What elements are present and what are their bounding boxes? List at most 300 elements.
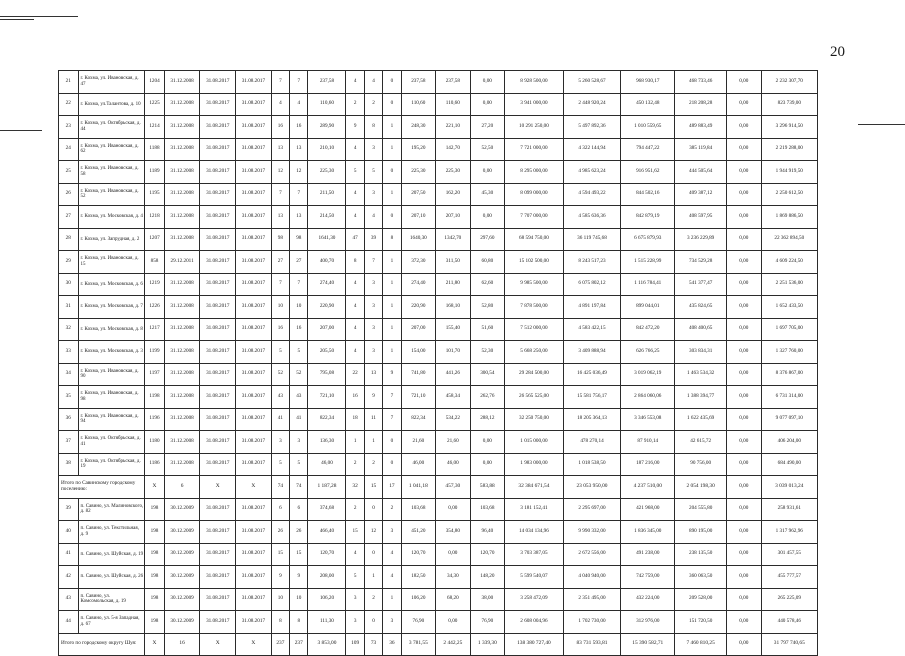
table-cell: 31.08.2017: [200, 611, 236, 634]
table-cell: 225,30: [436, 161, 471, 184]
table-cell: 23: [59, 116, 79, 139]
table-cell: 1342,70: [436, 228, 471, 251]
table-row: [59, 521, 818, 544]
table-cell: 1: [383, 116, 401, 139]
table-cell: 2 864 060,06: [621, 386, 675, 409]
table-cell: 4 237 510,00: [621, 476, 675, 499]
table-cell: 31.08.2017: [236, 93, 272, 116]
table-row: [59, 341, 818, 364]
table-cell: 98: [271, 228, 289, 251]
table-cell: 68,20: [436, 588, 471, 611]
table-cell: г. Кохма, ул. Октябрьская, д. 41: [78, 431, 145, 454]
table-cell: 208,00: [308, 566, 346, 589]
table-cell: 31.12.2008: [164, 386, 200, 409]
table-cell: 16: [346, 386, 364, 409]
table-row: [59, 251, 818, 274]
table-cell: 15: [271, 543, 289, 566]
table-cell: 46,00: [308, 453, 346, 476]
table-cell: 0,00: [727, 431, 762, 454]
table-cell: 168,10: [436, 296, 471, 319]
table-cell: 1640,30: [401, 228, 436, 251]
table-cell: 38: [59, 453, 79, 476]
table-cell: 9 077 097,10: [761, 408, 817, 431]
table-cell: 45,30: [470, 183, 505, 206]
table-cell: 626 766,25: [621, 341, 675, 364]
table-cell: 76,90: [470, 611, 505, 634]
table-cell: 311,50: [436, 251, 471, 274]
table-cell: 1219: [145, 273, 165, 296]
table-cell: 3: [364, 296, 382, 319]
table-cell: 458,34: [436, 386, 471, 409]
table-cell: 3: [290, 431, 308, 454]
table-row: [59, 566, 818, 589]
table-cell: 4: [346, 543, 364, 566]
table-cell: 155,40: [436, 318, 471, 341]
table-cell: 374,68: [308, 498, 346, 521]
table-cell: 0,00: [727, 543, 762, 566]
table-cell: 2 054 198,30: [675, 476, 727, 499]
table-cell: 7 707 000,00: [505, 206, 564, 229]
table-cell: 16: [290, 116, 308, 139]
table-cell: 32: [59, 318, 79, 341]
table-cell: 138 380 727,40: [505, 633, 564, 656]
table-cell: 7 721 000,00: [505, 138, 564, 161]
table-cell: 8: [346, 251, 364, 274]
table-cell: 466,40: [308, 521, 346, 544]
table-row: [59, 431, 818, 454]
table-cell: 103,68: [470, 498, 505, 521]
table-cell: 3 703 387,05: [505, 543, 564, 566]
table-cell: 5 497 892,36: [563, 116, 621, 139]
table-cell: 198: [145, 521, 165, 544]
table-cell: 3 296 914,50: [761, 116, 817, 139]
table-cell: 31.12.2008: [164, 116, 200, 139]
table-cell: 2: [346, 93, 364, 116]
table-cell: 31.08.2017: [236, 453, 272, 476]
table-cell: 3 781,55: [401, 633, 436, 656]
scan-line-top-2: [0, 19, 34, 20]
table-cell: 46,00: [436, 453, 471, 476]
table-cell: 9: [383, 363, 401, 386]
table-cell: 31.08.2017: [200, 566, 236, 589]
table-cell: 8: [271, 611, 289, 634]
table-cell: 0: [383, 93, 401, 116]
table-cell: 1 010 559,65: [621, 116, 675, 139]
table-cell: 5: [346, 566, 364, 589]
table-cell: 9 990 332,00: [563, 521, 621, 544]
table-cell: 17: [383, 476, 401, 499]
table-cell: 12: [271, 161, 289, 184]
table-cell: 0,00: [727, 93, 762, 116]
table-cell: 31.12.2008: [164, 161, 200, 184]
table-cell: 8 099 000,00: [505, 183, 564, 206]
table-cell: 741,80: [401, 363, 436, 386]
table-cell: 101,70: [436, 341, 471, 364]
table-cell: 31.12.2008: [164, 183, 200, 206]
table-cell: 312 976,00: [621, 611, 675, 634]
table-cell: 16: [271, 116, 289, 139]
table-cell: 24: [59, 138, 79, 161]
table-cell: 734 529,28: [675, 251, 727, 274]
table-cell: 26: [271, 521, 289, 544]
table-cell: 31.08.2017: [236, 116, 272, 139]
table-cell: 1: [383, 183, 401, 206]
table-cell: 1 317 962,96: [761, 521, 817, 544]
table-cell: 211,80: [436, 273, 471, 296]
table-cell: 0,00: [727, 273, 762, 296]
table-row: [59, 363, 818, 386]
table-cell: 195,20: [401, 138, 436, 161]
table-cell: 31.12.2008: [164, 318, 200, 341]
table-cell: 0,00: [470, 453, 505, 476]
table-cell: 742 759,00: [621, 566, 675, 589]
table-cell: Итого по Савинскому городскому поселению:: [59, 476, 145, 499]
table-cell: 34,30: [436, 566, 471, 589]
table-cell: 31.08.2017: [236, 273, 272, 296]
table-cell: 237,58: [401, 71, 436, 94]
table-cell: 0,00: [727, 386, 762, 409]
table-cell: 31.08.2017: [200, 453, 236, 476]
table-cell: 87 910,14: [621, 431, 675, 454]
table-cell: 3 409 888,94: [563, 341, 621, 364]
table-cell: 1207: [145, 228, 165, 251]
table-cell: 31.12.2008: [164, 71, 200, 94]
table-cell: п. Савино, ул. Шуйская, д. 26: [78, 566, 145, 589]
table-cell: 68 594 750,00: [505, 228, 564, 251]
table-cell: 489 883,49: [675, 116, 727, 139]
table-cell: 822,34: [401, 408, 436, 431]
table-cell: 1214: [145, 116, 165, 139]
table-cell: 1 015 000,00: [505, 431, 564, 454]
table-cell: 2 672 556,00: [563, 543, 621, 566]
table-cell: 31.08.2017: [236, 138, 272, 161]
table-cell: 207,00: [401, 318, 436, 341]
table-cell: г. Кохма, ул. Октябрьская, д. 19: [78, 453, 145, 476]
table-cell: 0,00: [470, 71, 505, 94]
table-cell: 31.08.2017: [236, 521, 272, 544]
table-cell: 0,00: [436, 543, 471, 566]
table-cell: 52,50: [470, 138, 505, 161]
table-cell: 6: [271, 498, 289, 521]
table-cell: 0: [364, 543, 382, 566]
table-cell: г. Кохма, ул. Ивановская, д. 47: [78, 71, 145, 94]
table-cell: 10: [290, 588, 308, 611]
table-cell: 8: [290, 611, 308, 634]
table-cell: 148,20: [470, 566, 505, 589]
table-cell: 136,30: [308, 431, 346, 454]
table-row: [59, 161, 818, 184]
table-cell: 248,30: [401, 116, 436, 139]
table-cell: 31: [59, 296, 79, 319]
table-cell: 0,00: [727, 588, 762, 611]
table-cell: 27: [290, 251, 308, 274]
table-cell: 3 346 553,08: [621, 408, 675, 431]
table-cell: 106,20: [401, 588, 436, 611]
table-cell: 34: [59, 363, 79, 386]
table-cell: 83 731 593,81: [563, 633, 621, 656]
table-cell: 890 195,00: [675, 521, 727, 544]
table-cell: 33: [59, 341, 79, 364]
table-cell: 110,60: [436, 93, 471, 116]
table-cell: 90 756,00: [675, 453, 727, 476]
table-cell: 31.08.2017: [236, 498, 272, 521]
table-cell: 4: [383, 543, 401, 566]
table-cell: 22: [346, 363, 364, 386]
table-cell: 220,90: [401, 296, 436, 319]
table-cell: 3 039 013,24: [761, 476, 817, 499]
table-cell: 1: [383, 251, 401, 274]
table-cell: 31.08.2017: [200, 588, 236, 611]
table-cell: 4 583 422,15: [563, 318, 621, 341]
table-cell: 1: [383, 273, 401, 296]
table-row: [59, 183, 818, 206]
table-cell: 1204: [145, 71, 165, 94]
table-cell: 22 362 894,50: [761, 228, 817, 251]
table-cell: 31.12.2008: [164, 431, 200, 454]
table-cell: 5 668 250,00: [505, 341, 564, 364]
table-cell: 297,60: [470, 228, 505, 251]
table-cell: 8: [364, 116, 382, 139]
table-cell: 120,70: [470, 543, 505, 566]
table-cell: 2: [383, 498, 401, 521]
table-cell: 98: [290, 228, 308, 251]
table-cell: 1218: [145, 206, 165, 229]
table-cell: 52,30: [470, 341, 505, 364]
table-cell: 52: [290, 363, 308, 386]
table-cell: 2 232 307,70: [761, 71, 817, 94]
table-cell: 13: [290, 206, 308, 229]
table-cell: 1 116 784,41: [621, 273, 675, 296]
table-row: [59, 318, 818, 341]
table-cell: 2: [346, 453, 364, 476]
table-cell: 39: [364, 228, 382, 251]
table-cell: 237: [290, 633, 308, 656]
table-cell: 31.08.2017: [200, 363, 236, 386]
table-cell: 7: [271, 273, 289, 296]
table-cell: г. Кохма, ул. Московская, д. 7: [78, 296, 145, 319]
table-cell: 23 053 950,00: [563, 476, 621, 499]
table-cell: 238 135,50: [675, 543, 727, 566]
table-cell: 8 295 000,00: [505, 161, 564, 184]
table-cell: 15 390 582,71: [621, 633, 675, 656]
table-cell: 21,60: [401, 431, 436, 454]
table-cell: 31.08.2017: [200, 296, 236, 319]
table-cell: 262,76: [470, 386, 505, 409]
table-cell: 31.08.2017: [236, 566, 272, 589]
table-cell: 205,50: [308, 341, 346, 364]
table-cell: г. Кохма, ул. Московская, д. 4: [78, 206, 145, 229]
table-cell: 3: [346, 588, 364, 611]
table-cell: г. Кохма, ул. Ивановская, д. 90: [78, 363, 145, 386]
table-row: [59, 611, 818, 634]
table-cell: 237: [271, 633, 289, 656]
table-cell: 110,60: [401, 93, 436, 116]
table-row: [59, 273, 818, 296]
table-cell: 2 295 697,00: [563, 498, 621, 521]
table-cell: 31.08.2017: [236, 71, 272, 94]
table-cell: 0,00: [727, 71, 762, 94]
table-cell: 3: [271, 431, 289, 454]
table-cell: 7: [383, 386, 401, 409]
table-cell: 0,00: [727, 611, 762, 634]
table-cell: 225,30: [308, 161, 346, 184]
table-cell: 4: [346, 71, 364, 94]
table-cell: X: [145, 633, 165, 656]
table-cell: 31.12.2008: [164, 363, 200, 386]
table-cell: 31.08.2017: [236, 183, 272, 206]
table-cell: 18: [346, 408, 364, 431]
table-cell: 844 502,16: [621, 183, 675, 206]
table-cell: 31.08.2017: [200, 138, 236, 161]
table-cell: 5: [364, 161, 382, 184]
table-cell: 31.12.2008: [164, 453, 200, 476]
table-cell: 303 834,31: [675, 341, 727, 364]
table-cell: 5: [290, 341, 308, 364]
table-cell: 73: [364, 633, 382, 656]
table-cell: 43: [59, 588, 79, 611]
table-cell: 288,12: [470, 408, 505, 431]
table-cell: 31.08.2017: [236, 363, 272, 386]
table-cell: 31.08.2017: [236, 296, 272, 319]
table-cell: 13: [290, 138, 308, 161]
table-cell: 300,54: [470, 363, 505, 386]
table-cell: 289,90: [308, 116, 346, 139]
table-cell: 221,10: [436, 116, 471, 139]
table-cell: 10: [271, 296, 289, 319]
table-cell: 899 044,01: [621, 296, 675, 319]
table-cell: 26: [59, 183, 79, 206]
table-cell: 1 836 345,00: [621, 521, 675, 544]
table-cell: 31.12.2008: [164, 206, 200, 229]
table-cell: 1 983 000,00: [505, 453, 564, 476]
table-cell: 47: [346, 228, 364, 251]
table-cell: 1: [364, 431, 382, 454]
table-cell: 3: [364, 138, 382, 161]
table-cell: 372,30: [401, 251, 436, 274]
table-cell: 29: [59, 251, 79, 274]
table-cell: 3: [346, 611, 364, 634]
table-cell: 400,70: [308, 251, 346, 274]
table-cell: 360 063,50: [675, 566, 727, 589]
table-cell: 25: [59, 161, 79, 184]
table-row: [59, 296, 818, 319]
table-cell: 111,30: [308, 611, 346, 634]
table-cell: г. Кохма, ул. Ивановская, д. 98: [78, 386, 145, 409]
table-cell: 274,40: [308, 273, 346, 296]
table-cell: 62,60: [470, 273, 505, 296]
table-cell: 5 599 540,07: [505, 566, 564, 589]
table-cell: 7: [290, 183, 308, 206]
table-cell: 32 384 671,54: [505, 476, 564, 499]
table-cell: 187 216,00: [621, 453, 675, 476]
table-cell: 198: [145, 588, 165, 611]
table-cell: 265 225,09: [761, 588, 817, 611]
table-cell: 120,70: [401, 543, 436, 566]
table-cell: 4: [271, 93, 289, 116]
table-cell: 12: [290, 161, 308, 184]
table-cell: 3: [364, 318, 382, 341]
table-cell: г. Кохма, ул. Московская, д. 6: [78, 273, 145, 296]
table-cell: 237,58: [436, 71, 471, 94]
table-cell: 5 260 528,67: [563, 71, 621, 94]
table-cell: 110,60: [308, 93, 346, 116]
table-cell: 1199: [145, 341, 165, 364]
table-cell: 258 931,61: [761, 498, 817, 521]
table-cell: 41: [271, 408, 289, 431]
table-cell: X: [236, 476, 272, 499]
table-cell: 31.08.2017: [200, 521, 236, 544]
table-cell: 31.12.2008: [164, 138, 200, 161]
table-cell: 450 132,48: [621, 93, 675, 116]
table-row: [59, 71, 818, 94]
table-cell: 0,00: [470, 161, 505, 184]
table-row: [59, 206, 818, 229]
table-cell: 7: [383, 408, 401, 431]
table-total-row: [59, 633, 818, 656]
table-cell: 51,60: [470, 318, 505, 341]
table-cell: 218 208,28: [675, 93, 727, 116]
table-cell: 96,40: [470, 521, 505, 544]
table-cell: 207,00: [308, 318, 346, 341]
table-cell: 31.08.2017: [200, 93, 236, 116]
table-cell: 43: [290, 386, 308, 409]
table-cell: 6: [290, 498, 308, 521]
table-cell: 10: [271, 588, 289, 611]
table-cell: 0: [383, 161, 401, 184]
table-cell: 4: [364, 71, 382, 94]
table-cell: 4 609 224,50: [761, 251, 817, 274]
table-cell: 31.08.2017: [200, 273, 236, 296]
table-cell: 4 594 493,22: [563, 183, 621, 206]
table-cell: 822,34: [308, 408, 346, 431]
table-cell: 4 040 940,00: [563, 566, 621, 589]
table-cell: 36: [59, 408, 79, 431]
table-cell: 0,00: [727, 161, 762, 184]
table-cell: г. Кохма, ул.Талантова, д. 10: [78, 93, 145, 116]
table-cell: 968 930,17: [621, 71, 675, 94]
table-cell: 31.12.2008: [164, 341, 200, 364]
table-cell: 301 457,55: [761, 543, 817, 566]
table-cell: 31.08.2017: [200, 341, 236, 364]
table-cell: 225,30: [401, 161, 436, 184]
table-cell: 541 377,47: [675, 273, 727, 296]
table-cell: 8: [383, 228, 401, 251]
table-cell: 1: [383, 341, 401, 364]
table-cell: 385 119,84: [675, 138, 727, 161]
table-cell: 0,00: [727, 566, 762, 589]
table-cell: 3: [364, 341, 382, 364]
table-cell: 0: [383, 431, 401, 454]
table-cell: 237,58: [308, 71, 346, 94]
table-cell: 31.08.2017: [236, 228, 272, 251]
table-cell: п. Савино, ул. Комсомольская, д. 19: [78, 588, 145, 611]
table-cell: 30.12.2009: [164, 588, 200, 611]
table-cell: 207,10: [436, 206, 471, 229]
table-cell: 3 236 229,89: [675, 228, 727, 251]
table-cell: 794 447,22: [621, 138, 675, 161]
table-cell: 6: [164, 476, 200, 499]
table-cell: 207,10: [401, 206, 436, 229]
table-cell: 6 675 879,93: [621, 228, 675, 251]
table-cell: 211,50: [308, 183, 346, 206]
table-row: [59, 498, 818, 521]
table-cell: 27: [271, 251, 289, 274]
table-row: [59, 228, 818, 251]
table-cell: 0,00: [436, 498, 471, 521]
table-cell: 209 528,00: [675, 588, 727, 611]
registry-table: [58, 70, 818, 656]
table-cell: 0,00: [727, 251, 762, 274]
